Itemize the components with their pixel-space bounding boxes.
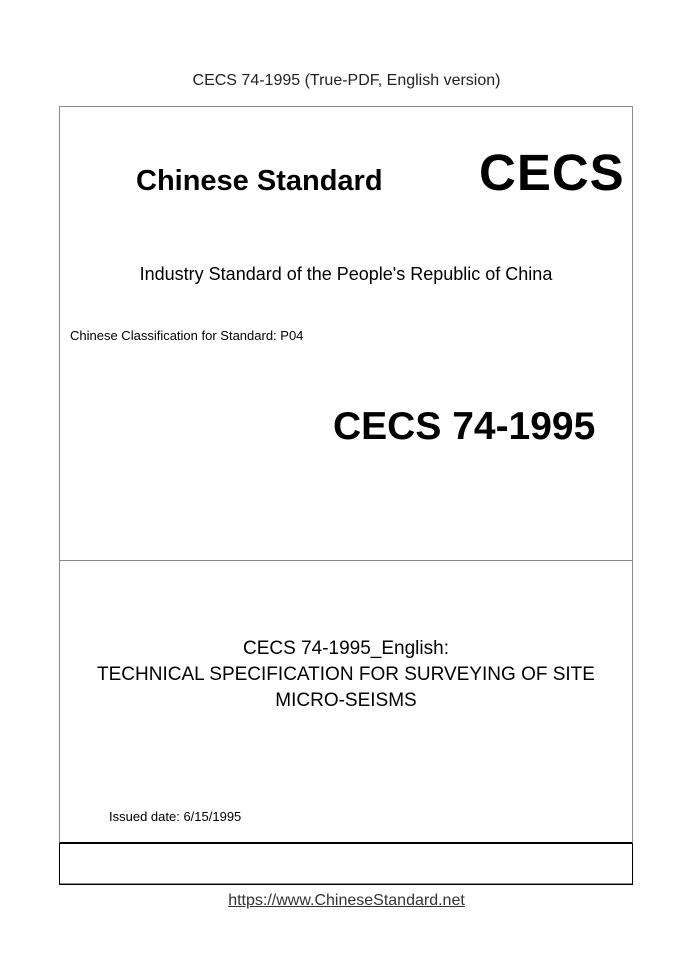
cover-top-section bbox=[60, 107, 632, 561]
cover-bottom-box bbox=[59, 843, 633, 885]
cecs-logo: CECS bbox=[479, 144, 625, 201]
cover-title-section bbox=[60, 561, 632, 843]
title-line-2: TECHNICAL SPECIFICATION FOR SURVEYING OF SITE bbox=[97, 664, 595, 685]
page-header: CECS 74-1995 (True-PDF, English version) bbox=[192, 72, 501, 89]
website-link[interactable]: https://www.ChineseStandard.net bbox=[228, 892, 465, 909]
title-line-3: MICRO-SEISMS bbox=[275, 690, 417, 711]
issued-date: Issued date: 6/15/1995 bbox=[109, 809, 242, 824]
classification-label: Chinese Classification for Standard: P04 bbox=[70, 328, 304, 343]
cover-frame bbox=[59, 106, 633, 884]
title-line-1: CECS 74-1995_English: bbox=[243, 638, 449, 659]
chinese-standard-heading: Chinese Standard bbox=[136, 165, 383, 197]
industry-standard-subtitle: Industry Standard of the People's Republic of China bbox=[139, 264, 553, 284]
standard-number: CECS 74-1995 bbox=[333, 405, 596, 448]
document-title bbox=[60, 636, 632, 714]
